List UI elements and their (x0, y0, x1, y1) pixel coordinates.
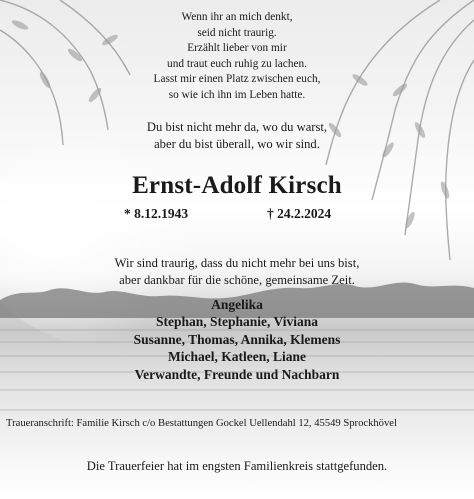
mourner-line: Verwandte, Freunde und Nachbarn (134, 366, 340, 382)
quote (0, 119, 474, 153)
poem-line: Erzählt lieber von mir (187, 42, 287, 54)
death-date: † 24.2.2024 (267, 206, 332, 221)
mourners-list (0, 296, 474, 383)
grief-text (0, 255, 474, 289)
poem-line: seid nicht traurig. (197, 26, 277, 39)
grief-line: aber dankbar für die schöne, gemeinsame Zeit. (119, 273, 355, 287)
mourner-line: Angelika (211, 297, 263, 312)
quote-line: aber du bist überall, wo wir sind. (154, 137, 320, 151)
poem-line: so wie ich ihn im Leben hatte. (168, 88, 306, 101)
deceased-name: Ernst-Adolf Kirsch (132, 172, 342, 199)
poem-line: Wenn ihr an mich denkt, (181, 11, 293, 23)
mourner-line: Susanne, Thomas, Annika, Klemens (133, 331, 341, 347)
mourner-line: Michael, Katleen, Liane (168, 349, 306, 365)
birth-date: * 8.12.1943 (124, 206, 189, 221)
mourner-line: Stephan, Stephanie, Viviana (155, 314, 319, 330)
poem-line: Lasst mir einen Platz zwischen euch, (153, 73, 321, 85)
grief-line: Wir sind traurig, dass du nicht mehr bei uns bist, (114, 256, 360, 270)
poem-line: und traut euch ruhig zu lachen. (167, 57, 307, 70)
poem (0, 10, 474, 103)
mourning-address: Traueranschrift: Familie Kirsch c/o Bestattungen Gockel Uellendahl 12, 45549 Sprockhövel (6, 418, 397, 429)
quote-line: Du bist nicht mehr da, wo du warst, (146, 120, 328, 134)
funeral-notice: Die Trauerfeier hat im engsten Familienkreis stattgefunden. (86, 459, 388, 473)
